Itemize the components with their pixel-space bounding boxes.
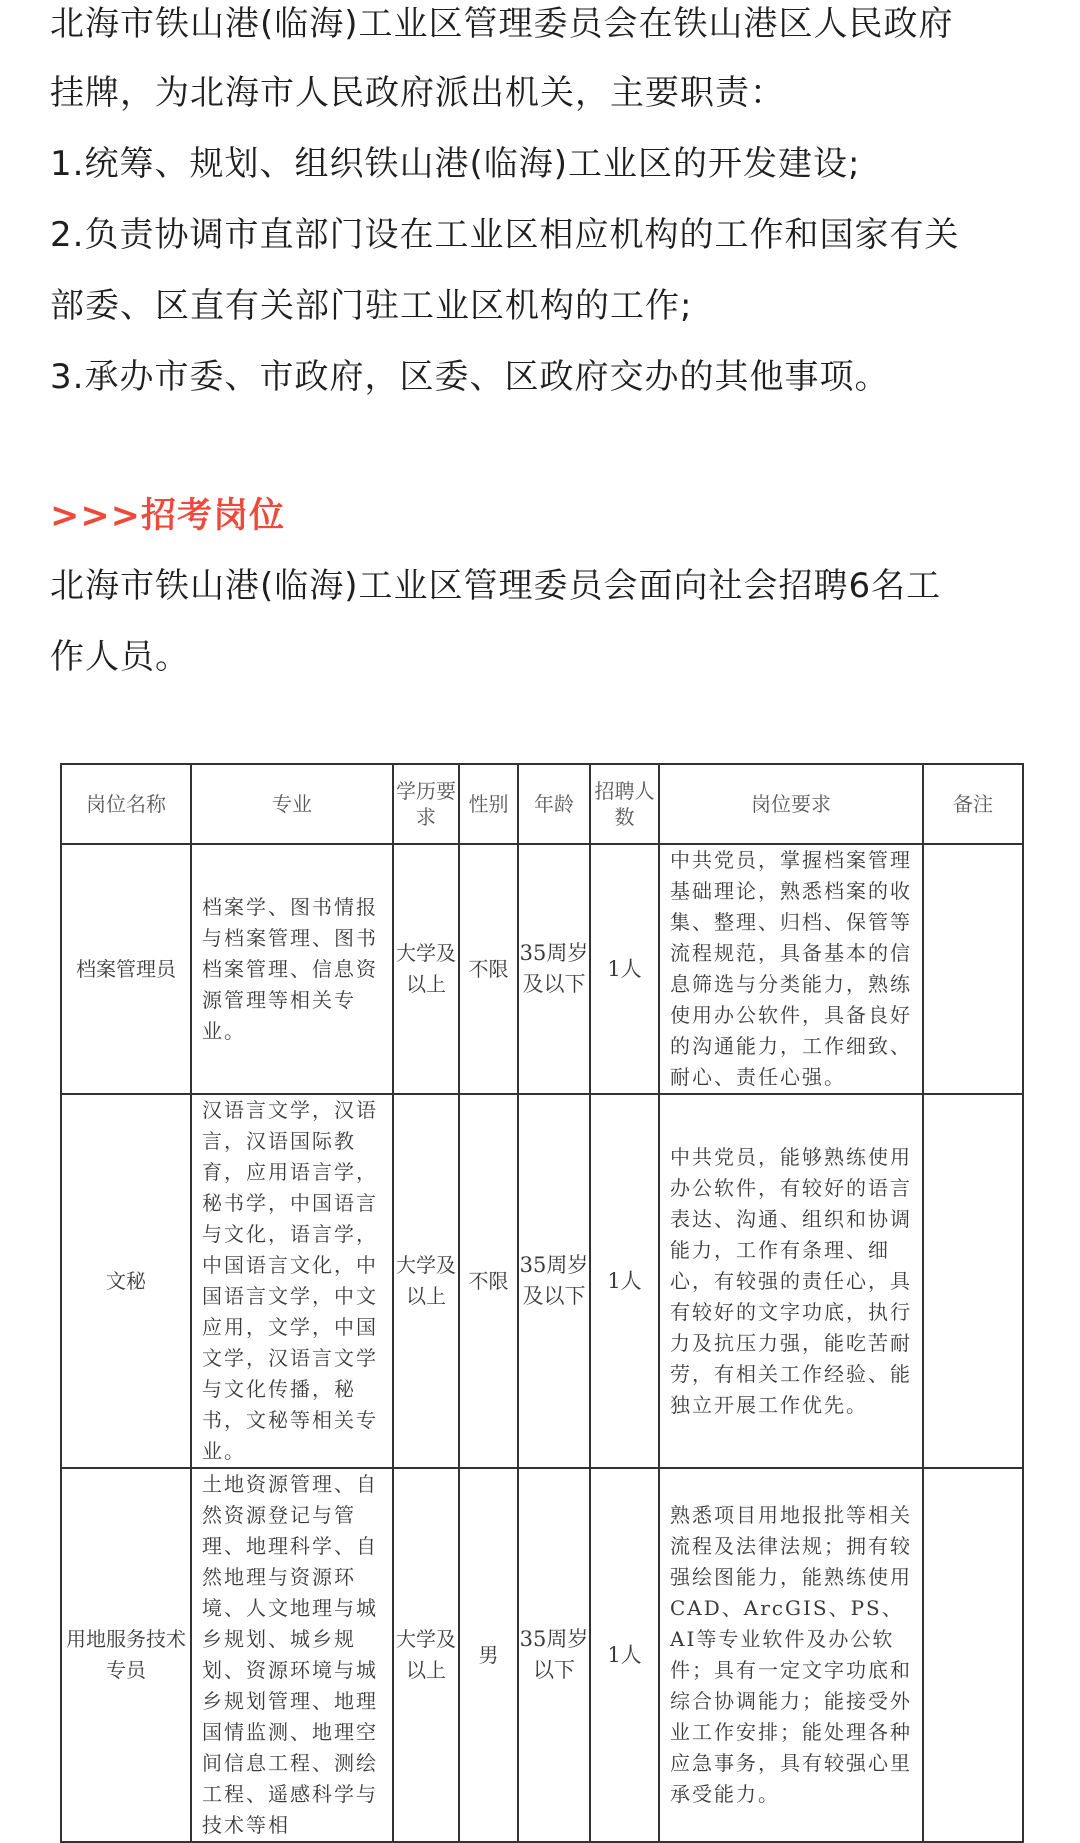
cell-age: 35周岁及以下 (518, 844, 590, 1094)
cell-major: 汉语言文学，汉语言，汉语国际教育，应用语言学，秘书学，中国语言与文化，语言学，中国语言文化，中国语言文学，中文应用，文学，中国文学，汉语言文学与文化传播，秘书，文秘等相关专业。 (191, 1094, 393, 1468)
cell-requirements: 中共党员，能够熟练使用办公软件，有较好的语言表达、沟通、组织和协调能力，工作有条理、细心，有较强的责任心，具有较好的文字功底，执行力及抗压力强，能吃苦耐劳，有相关工作经验、能独立开展工作优先。 (659, 1094, 923, 1468)
cell-notes (923, 1094, 1023, 1468)
table-row (61, 1094, 1023, 1468)
section-text-line-2: 作人员。 (50, 637, 190, 677)
duty-2-line-1: 2.负责协调市直部门设在工业区相应机构的工作和国家有关 (50, 215, 960, 255)
duty-3: 3.承办市委、市政府，区委、区政府交办的其他事项。 (50, 357, 890, 397)
cell-age: 35周岁及以下 (518, 1094, 590, 1468)
header-education: 学历要求 (393, 764, 459, 844)
section-text-line-1: 北海市铁山港(临海)工业区管理委员会面向社会招聘6名工 (50, 566, 942, 606)
header-count: 招聘人数 (590, 764, 659, 844)
cell-age: 35周岁以下 (518, 1468, 590, 1842)
intro-line-2: 挂牌，为北海市人民政府派出机关，主要职责： (50, 73, 785, 113)
header-requirements: 岗位要求 (659, 764, 923, 844)
cell-requirements: 中共党员，掌握档案管理基础理论，熟悉档案的收集、整理、归档、保管等流程规范，具备基本的信息筛选与分类能力，熟练使用办公软件，具备良好的沟通能力，工作细致、耐心、责任心强。 (659, 844, 923, 1094)
cell-education: 大学及以上 (393, 844, 459, 1094)
cell-education: 大学及以上 (393, 1094, 459, 1468)
header-major: 专业 (191, 764, 393, 844)
section-heading: >>>招考岗位 (50, 496, 285, 536)
header-notes: 备注 (923, 764, 1023, 844)
cell-position: 用地服务技术专员 (61, 1468, 191, 1842)
header-age: 年龄 (518, 764, 590, 844)
table-header-row (61, 764, 1023, 844)
cell-major: 土地资源管理、自然资源登记与管理、地理科学、自然地理与资源环境、人文地理与城乡规划、城乡规划、资源环境与城乡规划管理、地理国情监测、地理空间信息工程、测绘工程、遥感科学与技术等相 (191, 1468, 393, 1842)
cell-count: 1人 (590, 1094, 659, 1468)
cell-position: 文秘 (61, 1094, 191, 1468)
cell-notes (923, 1468, 1023, 1842)
cell-position: 档案管理员 (61, 844, 191, 1094)
table-row (61, 1468, 1023, 1842)
cell-gender: 男 (459, 1468, 518, 1842)
cell-count: 1人 (590, 844, 659, 1094)
duty-1: 1.统筹、规划、组织铁山港(临海)工业区的开发建设; (50, 144, 861, 184)
cell-count: 1人 (590, 1468, 659, 1842)
positions-table (60, 763, 1024, 1843)
cell-notes (923, 844, 1023, 1094)
positions-table-wrapper (60, 763, 1022, 1837)
cell-major: 档案学、图书情报与档案管理、图书档案管理、信息资源管理等相关专业。 (191, 844, 393, 1094)
cell-requirements: 熟悉项目用地报批等相关流程及法律法规；拥有较强绘图能力，能熟练使用CAD、ArcGIS、PS、AI等专业软件及办公软件；具有一定文字功底和综合协调能力；能接受外业工作安排；能处理各种应急事务，具有较强心里承受能力。 (659, 1468, 923, 1842)
header-gender: 性别 (459, 764, 518, 844)
cell-gender: 不限 (459, 1094, 518, 1468)
intro-line-1: 北海市铁山港(临海)工业区管理委员会在铁山港区人民政府 (50, 4, 954, 44)
table-row (61, 844, 1023, 1094)
header-position: 岗位名称 (61, 764, 191, 844)
cell-education: 大学及以上 (393, 1468, 459, 1842)
cell-gender: 不限 (459, 844, 518, 1094)
duty-2-line-2: 部委、区直有关部门驻工业区机构的工作; (50, 286, 693, 326)
